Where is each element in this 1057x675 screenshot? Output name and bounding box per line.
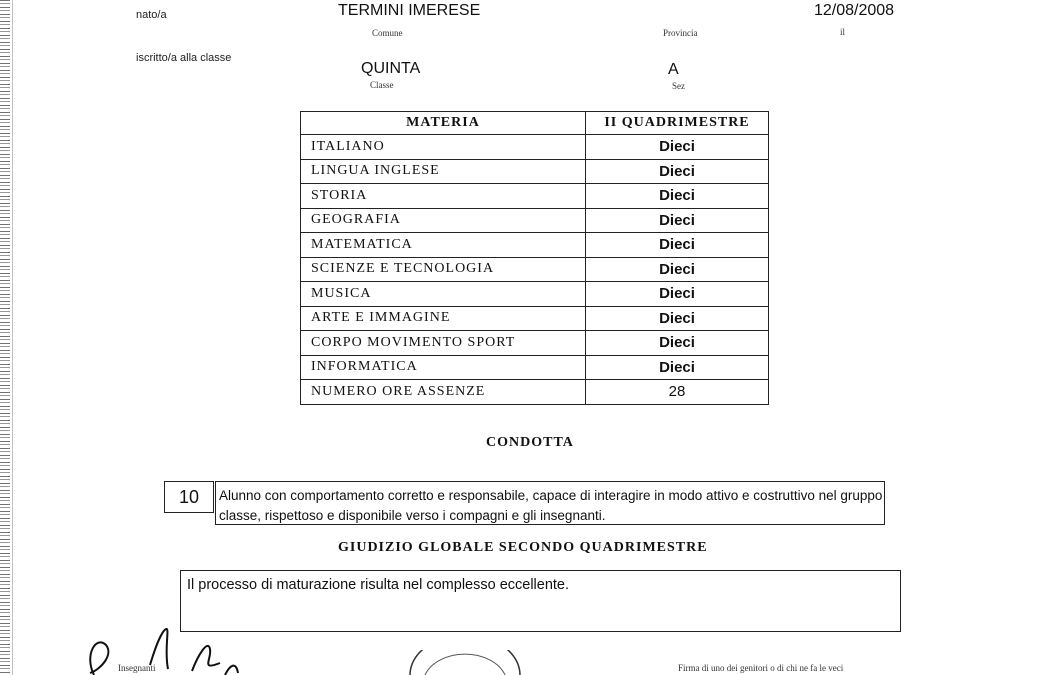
comune-label: Comune [372, 28, 403, 38]
global-text: Il processo di maturazione risulta nel complesso eccellente. [180, 570, 901, 632]
teacher-signature [80, 625, 250, 675]
grades-header-row [301, 112, 769, 135]
grade-cell: Dieci [586, 355, 769, 380]
conduct-score: 10 [164, 481, 214, 513]
subject-cell: LINGUA INGLESE [301, 159, 586, 184]
section-value: A [668, 61, 679, 78]
grade-cell: Dieci [586, 331, 769, 356]
grade-cell: Dieci [586, 208, 769, 233]
table-row [301, 355, 769, 380]
subject-cell: MUSICA [301, 282, 586, 307]
subject-cell: SCIENZE E TECNOLOGIA [301, 257, 586, 282]
subject-cell: STORIA [301, 184, 586, 209]
conduct-heading: CONDOTTA [486, 435, 574, 450]
teachers-label: Insegnanti [118, 663, 156, 673]
table-row [301, 233, 769, 258]
subject-cell: NUMERO ORE ASSENZE [301, 380, 586, 405]
table-row [301, 135, 769, 160]
table-row [301, 331, 769, 356]
grade-cell: Dieci [586, 159, 769, 184]
absence-hours-cell: 28 [586, 380, 769, 405]
table-row [301, 208, 769, 233]
subject-cell: ARTE E IMMAGINE [301, 306, 586, 331]
scan-edge-line [12, 0, 13, 675]
section-label: Sez [672, 81, 685, 91]
provincia-label: Provincia [663, 28, 698, 38]
subject-cell: GEOGRAFIA [301, 208, 586, 233]
born-label: nato/a [136, 9, 167, 21]
class-value: QUINTA [361, 60, 421, 77]
table-row [301, 282, 769, 307]
grade-cell: Dieci [586, 233, 769, 258]
parent-signature-label: Firma di uno dei genitori o di chi ne fa le veci [678, 663, 844, 673]
class-label: Classe [370, 80, 394, 90]
global-heading: GIUDIZIO GLOBALE SECONDO QUADRIMESTRE [338, 540, 708, 555]
col-term: II QUADRIMESTRE [586, 112, 769, 135]
table-row [301, 159, 769, 184]
born-place: TERMINI IMERESE [338, 2, 481, 19]
grade-cell: Dieci [586, 306, 769, 331]
subject-cell: ITALIANO [301, 135, 586, 160]
school-stamp [405, 650, 525, 675]
subject-cell: INFORMATICA [301, 355, 586, 380]
table-row [301, 184, 769, 209]
enrolled-label: iscritto/a alla classe [136, 52, 232, 64]
grade-cell: Dieci [586, 282, 769, 307]
grade-cell: Dieci [586, 257, 769, 282]
grade-cell: Dieci [586, 135, 769, 160]
table-row [301, 306, 769, 331]
grades-table [300, 111, 769, 405]
il-label: il [840, 27, 846, 37]
col-subject: MATERIA [301, 112, 586, 135]
table-row [301, 380, 769, 405]
subject-cell: CORPO MOVIMENTO SPORT [301, 331, 586, 356]
scan-edge [0, 0, 10, 675]
table-row [301, 257, 769, 282]
grade-cell: Dieci [586, 184, 769, 209]
conduct-text: Alunno con comportamento corretto e responsabile, capace di interagire in modo attivo e costruttivo nel gruppo classe, rispettoso e disponibile verso i compagni e gli insegnanti. [215, 481, 885, 525]
birth-date: 12/08/2008 [814, 2, 895, 19]
subject-cell: MATEMATICA [301, 233, 586, 258]
